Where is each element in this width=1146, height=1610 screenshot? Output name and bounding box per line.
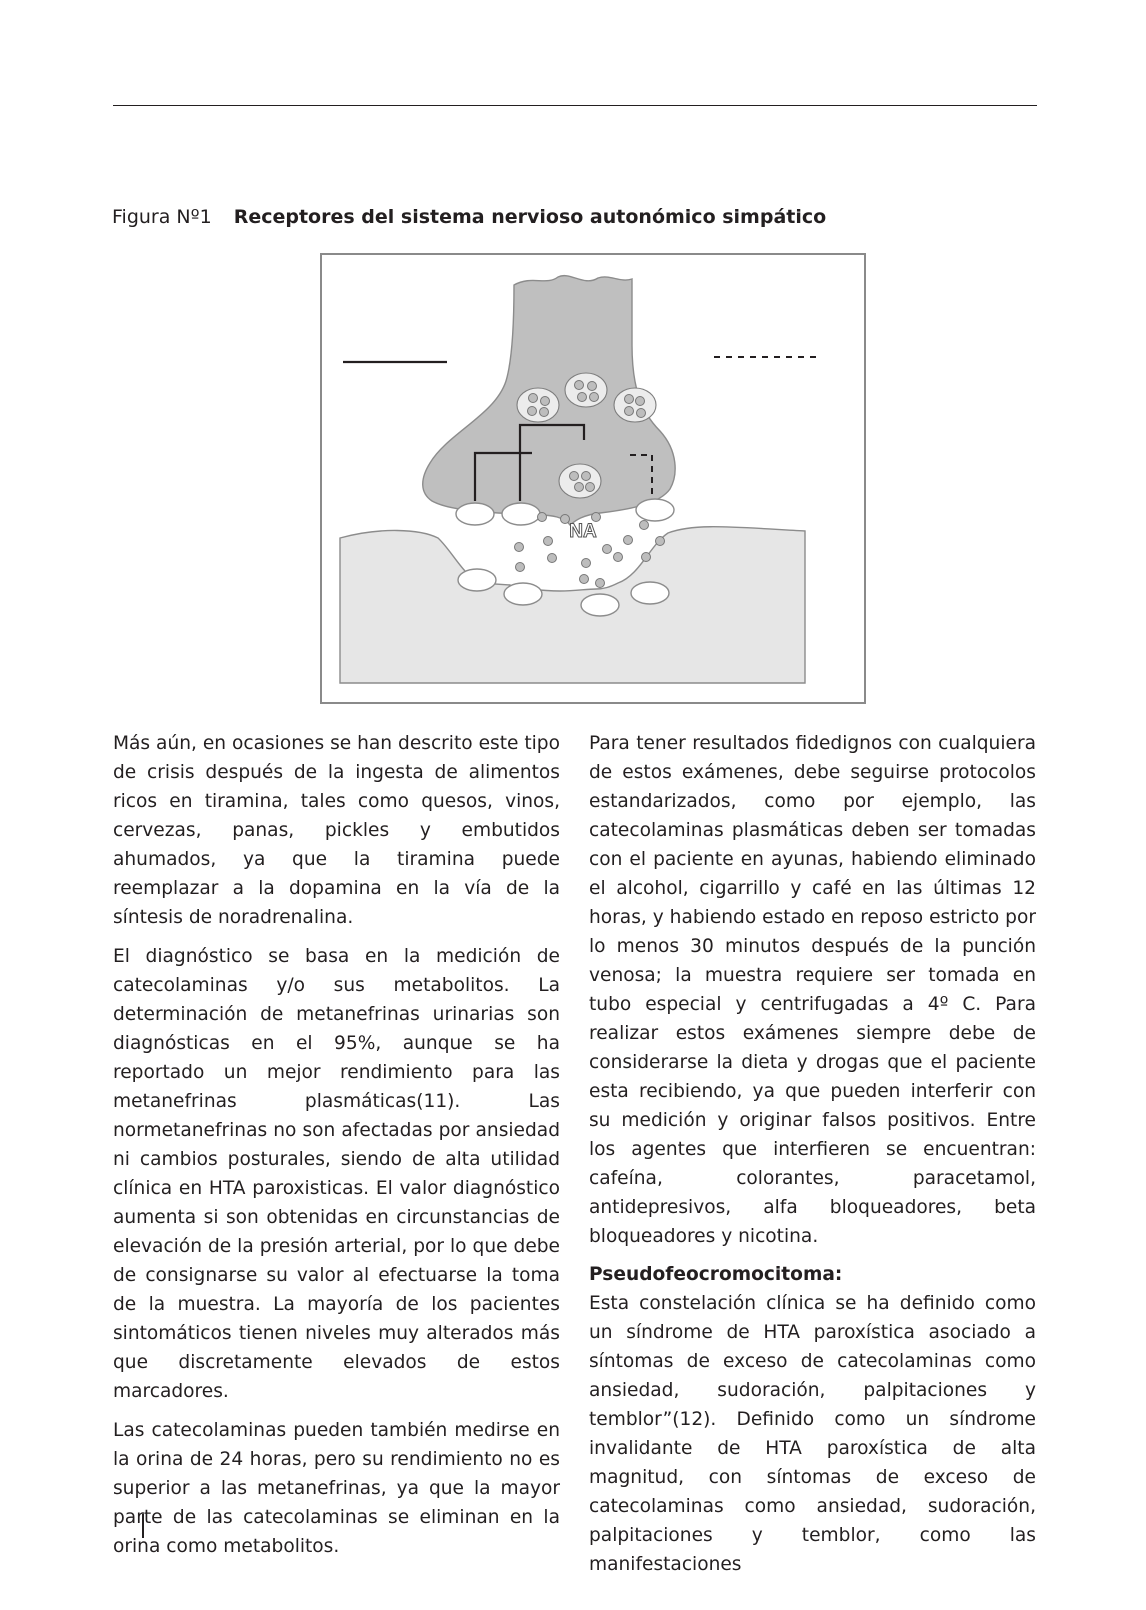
paragraph: Esta constelación clínica se ha definido como un síndrome de HTA paroxística asociado a síntomas de exceso de catecolaminas como ansiedad, sudoración, palpitaciones y temblor”(12). Definido como un síndrome invalidante de HTA paroxística de alta magnitud, con síntomas de exceso de catecolaminas como ansiedad, sudoración, palpitaciones y temblor, como las manifestaciones [589, 1293, 1036, 1575]
page-marker [142, 1514, 144, 1538]
receptor [636, 499, 674, 521]
vesicle [559, 464, 601, 498]
paragraph: Las catecolaminas pueden también medirse en la orina de 24 horas, pero su rendimiento no es superior a las metanefrinas, ya que la mayor parte de las catecolaminas se eliminan en la orina como metabolitos. [113, 1420, 560, 1557]
figure-title: Receptores del sistema nervioso autonómico simpático [233, 206, 827, 228]
receptor [504, 583, 542, 605]
vesicle [565, 373, 607, 407]
paragraph: Más aún, en ocasiones se han descrito este tipo de crisis después de la ingesta de alimentos ricos en tiramina, tales como quesos, vinos, cervezas, panas, pickles y embutidos ahumados, ya que la tiramina puede reemplazar a la dopamina en la vía de la síntesis de noradrenalina. [113, 733, 560, 928]
section-heading: Pseudofeocromocitoma: [589, 1264, 843, 1285]
receptor [458, 569, 496, 591]
receptor [456, 503, 494, 525]
figure-caption [112, 204, 826, 230]
na-label: NA [569, 521, 597, 542]
paragraph: Para tener resultados fidedignos con cualquiera de estos exámenes, debe seguirse protocolos estandarizados, como por ejemplo, las catecolaminas plasmáticas deben ser tomadas con el paciente en ayunas, habiendo eliminado el alcohol, cigarrillo y café en las últimas 12 horas, y habiendo estado en reposo estricto por lo menos 30 minutos después de la punción venosa; la muestra requiere ser tomada en tubo especial y centrifugadas a 4º C. Para realizar estos exámenes siempre debe de considerarse la dieta y drogas que el paciente esta recibiendo, ya que pueden interferir con su medición y originar falsos positivos. Entre los agentes que interfieren se encuentran: cafeína, colorantes, paracetamol, antidepresivos, alfa bloqueadores, beta bloqueadores y nicotina. [589, 733, 1036, 1247]
paragraph: El diagnóstico se basa en la medición de catecolaminas y/o sus metabolitos. La determinación de metanefrinas urinarias son diagnósticas en el 95%, aunque se ha reportado un mejor rendimiento para las metanefrinas plasmáticas(11). Las normetanefrinas no son afectadas por ansiedad ni cambios posturales, siendo de alta utilidad clínica en HTA paroxisticas. El valor diagnóstico aumenta si son obtenidas en circunstancias de elevación de la presión arterial, por lo que debe de consignarse su valor al efectuarse la toma de la muestra. La mayoría de los pacientes sintomáticos tienen niveles muy alterados más que discretamente elevados de estos marcadores. [113, 946, 560, 1402]
receptor [502, 503, 540, 525]
figure-label: Figura Nº1 [112, 206, 212, 228]
receptor [631, 582, 669, 604]
receptor [581, 594, 619, 616]
synapse-figure [320, 253, 866, 704]
left-column [113, 729, 560, 1571]
header-rule [113, 105, 1037, 106]
vesicle [614, 388, 656, 422]
right-column [589, 729, 1036, 1588]
vesicle [517, 388, 559, 422]
